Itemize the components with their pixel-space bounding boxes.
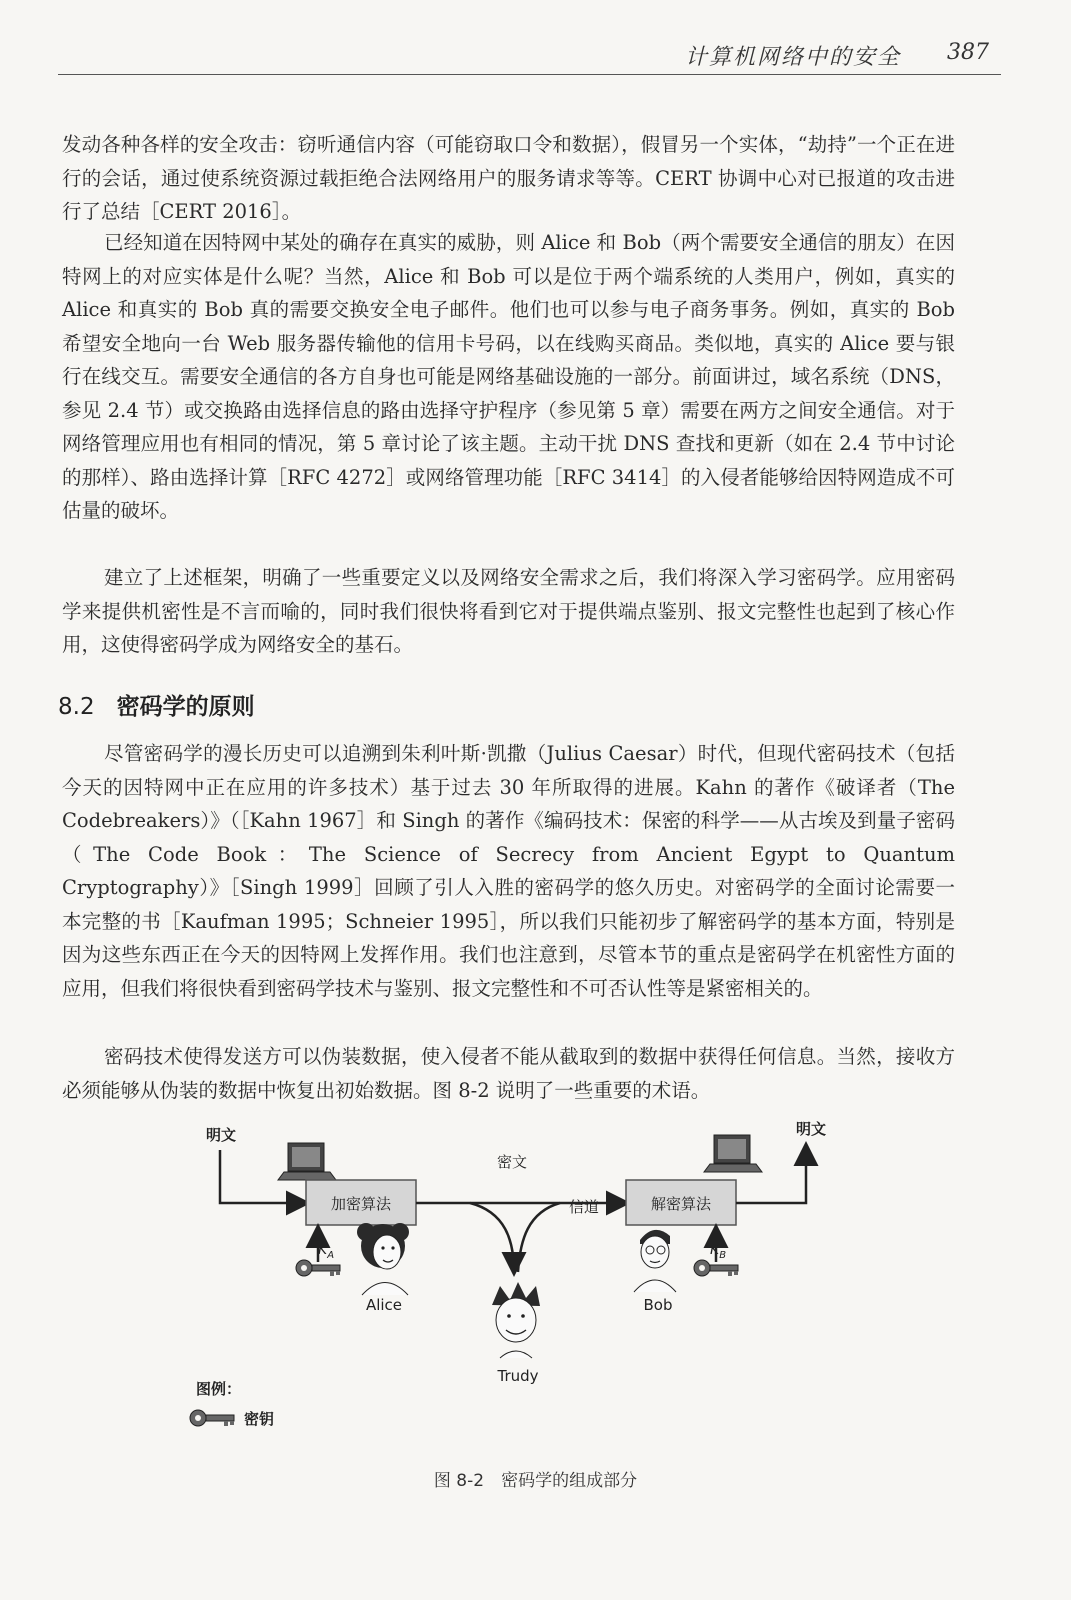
paragraph-5: 密码技术使得发送方可以伪装数据，使入侵者不能从截取到的数据中获得任何信息。当然，接收方必须能够从伪装的数据中恢复出初始数据。图 8-2 说明了一些重要的术语。: [62, 1045, 955, 1102]
plaintext-right-label: 明文: [796, 1120, 827, 1138]
key-b-subscript: B: [719, 1250, 727, 1261]
bob-label: Bob: [643, 1296, 673, 1314]
legend-title: 图例：: [196, 1380, 242, 1398]
key-b-label: K: [710, 1242, 720, 1258]
key-a-label: K: [318, 1242, 328, 1258]
computer-right-icon: [704, 1135, 762, 1172]
key-a-icon: [296, 1260, 340, 1276]
paragraph-3: 建立了上述框架，明确了一些重要定义以及网络安全需求之后，我们将深入学习密码学。应用密码学来提供机密性是不言而喻的，同时我们很快将看到它对于提供端点鉴别、报文完整性也起到了核心作用，这使得密码学成为网络安全的基石。: [62, 566, 955, 656]
legend-key-icon: [190, 1410, 234, 1426]
key-b-icon: [694, 1260, 738, 1276]
alice-label: Alice: [365, 1296, 403, 1314]
trudy-intercept-arrow: [470, 1203, 514, 1272]
decrypt-box-label: 解密算法: [650, 1195, 712, 1213]
paragraph-2: 已经知道在因特网中某处的确存在真实的威胁，则 Alice 和 Bob（两个需要安全通信的朋友）在因特网上的对应实体是什么呢？当然，Alice 和 Bob 可以是位于两个端系统的人类用户，例如，真实的 Alice 和真实的 Bob 真的需要交换安全电子邮件。他们也可以参与电子商务事务。例如，真实的 Bob 希望安全地向一台 Web 服务器传输他的信用卡号码，以在线购买商品。类似地，真实的 Alice 要与银行在线交互。需要安全通信的各方自身也可能是网络基础设施的一部分。前面讲过，域名系统（DNS，参见 2.4 节）或交换路由选择信息的路由选择守护程序（参见第 5 章）需要在两方之间安全通信。对于网络管理应用也有相同的情况，第 5 章讨论了该主题。主动干扰 DNS 查找和更新（如在 2.4 节中讨论的那样）、路由选择计算［RFC 4272］或网络管理功能［RFC 3414］的入侵者能够给因特网造成不可估量的破坏。: [62, 231, 955, 522]
ciphertext-label: 密文: [496, 1153, 528, 1171]
figure-caption: 图 8-2 密码学的组成部分: [433, 1471, 638, 1491]
header-title: 计算机网络中的安全: [684, 45, 901, 70]
section-number: 8.2: [58, 694, 95, 720]
bob-icon: [634, 1230, 676, 1292]
channel-label: 信道: [568, 1198, 600, 1216]
trudy-label: Trudy: [497, 1367, 539, 1385]
page-number: 387: [947, 40, 989, 65]
alice-icon: [357, 1223, 409, 1295]
legend-key-label: 密钥: [244, 1410, 275, 1428]
trudy-icon: [492, 1282, 540, 1358]
section-title: 密码学的原则: [116, 694, 255, 720]
paragraph-1: 发动各种各样的安全攻击：窃听通信内容（可能窃取口令和数据），假冒另一个实体，“劫持”一个正在进行的会话，通过使系统资源过载拒绝合法网络用户的服务请求等等。CERT 协调中心对已报道的攻击进行了总结［CERT 2016］。: [62, 133, 955, 223]
plaintext-left-label: 明文: [206, 1126, 237, 1144]
key-a-subscript: A: [327, 1250, 335, 1261]
svg-text:KA: [318, 1242, 334, 1261]
paragraph-4: 尽管密码学的漫长历史可以追溯到朱利叶斯·凯撒（Julius Caesar）时代，但现代密码技术（包括今天的因特网中正在应用的许多技术）基于过去 30 年所取得的进展。Kahn 的著作《破译者（The Codebreakers）》（［Kahn 1967］和 Singh 的著作《编码技术：保密的科学——从古埃及到量子密码（The Code Book：The Science of Secrecy from Ancient Egypt to Quantum Cryptography）》［Singh 1999］回顾了引人入胜的密码学的悠久历史。对密码学的全面讨论需要一本完整的书［Kaufman 1995；Schneier 1995］，所以我们只能初步了解密码学的基本方面，特别是因为这些东西正在今天的因特网上发挥作用。我们也注意到，尽管本节的重点是密码学在机密性方面的应用，但我们将很快看到密码学技术与鉴别、报文完整性和不可否认性等是紧密相关的。: [62, 742, 955, 1000]
trudy-intercept-line: [518, 1203, 560, 1272]
computer-left-icon: [278, 1143, 336, 1180]
svg-text:KB: [710, 1242, 726, 1261]
encrypt-box-label: 加密算法: [330, 1195, 392, 1213]
